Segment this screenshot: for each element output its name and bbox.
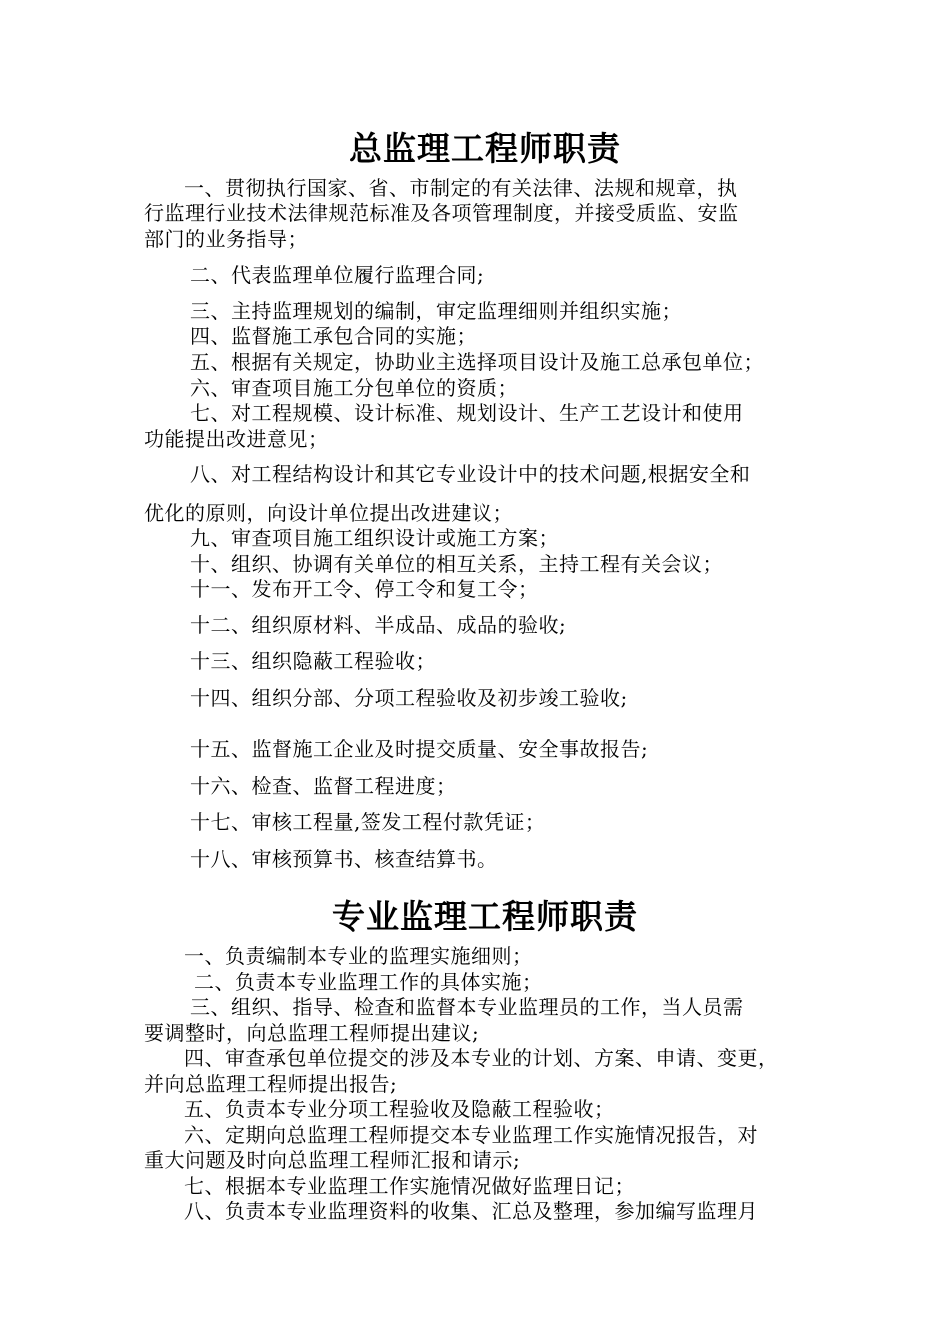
section-title-specialty-engineer: 专业监理工程师职责	[332, 897, 638, 936]
duty-line: 十五、监督施工企业及时提交质量、安全事故报告;	[190, 737, 649, 761]
section-title-chief-engineer: 总监理工程师职责	[349, 129, 621, 168]
duty-line: 十二、组织原材料、半成品、成品的验收;	[190, 613, 567, 637]
duty-line: 十三、组织隐蔽工程验收；	[190, 649, 436, 673]
duty-line: 二、负责本专业监理工作的具体实施；	[194, 970, 543, 994]
duty-line: 八、负责本专业监理资料的收集、汇总及整理，参加编写监理月	[184, 1199, 758, 1223]
duty-line: 一、负责编制本专业的监理实施细则；	[184, 944, 533, 968]
duty-line: 并向总监理工程师提出报告;	[144, 1072, 398, 1096]
duty-line: 十一、发布开工令、停工令和复工令；	[190, 577, 539, 601]
duty-line: 一、贯彻执行国家、省、市制定的有关法律、法规和规章，执	[184, 176, 738, 200]
duty-line: 重大问题及时向总监理工程师汇报和请示;	[144, 1148, 521, 1172]
duty-line: 四、审查承包单位提交的涉及本专业的计划、方案、申请、变更，	[184, 1046, 779, 1070]
duty-line: 二、代表监理单位履行监理合同;	[190, 263, 485, 287]
duty-line: 功能提出改进意见；	[144, 427, 329, 451]
duty-line: 四、监督施工承包合同的实施；	[190, 324, 477, 348]
duty-line: 八、对工程结构设计和其它专业设计中的技术问题,根据安全和	[190, 462, 751, 486]
duty-line: 三、主持监理规划的编制，审定监理细则并组织实施；	[190, 299, 682, 323]
duty-line: 七、对工程规模、设计标准、规划设计、生产工艺设计和使用	[190, 401, 744, 425]
duty-line: 十七、审核工程量,签发工程付款凭证；	[190, 810, 546, 834]
duty-line: 三、组织、指导、检查和监督本专业监理员的工作，当人员需	[190, 995, 744, 1019]
duty-line: 六、审查项目施工分包单位的资质；	[190, 376, 518, 400]
duty-line: 十四、组织分部、分项工程验收及初步竣工验收;	[190, 686, 628, 710]
duty-line: 五、负责本专业分项工程验收及隐蔽工程验收；	[184, 1097, 615, 1121]
duty-line: 十八、审核预算书、核查结算书。	[190, 847, 498, 871]
duty-line: 十六、检查、监督工程进度；	[190, 774, 457, 798]
duty-line: 要调整时，向总监理工程师提出建议;	[144, 1021, 480, 1045]
duty-line: 五、根据有关规定，协助业主选择项目设计及施工总承包单位；	[190, 350, 764, 374]
duty-line: 部门的业务指导；	[144, 227, 308, 251]
duty-line: 十、组织、协调有关单位的相互关系，主持工程有关会议；	[190, 552, 723, 576]
duty-line: 七、根据本专业监理工作实施情况做好监理日记；	[184, 1174, 635, 1198]
duty-line: 优化的原则，向设计单位提出改进建议；	[144, 501, 513, 525]
duty-line: 六、定期向总监理工程师提交本专业监理工作实施情况报告，对	[184, 1123, 758, 1147]
duty-line: 九、审查项目施工组织设计或施工方案；	[190, 526, 559, 550]
duty-line: 行监理行业技术法律规范标准及各项管理制度，并接受质监、安监	[144, 201, 739, 225]
